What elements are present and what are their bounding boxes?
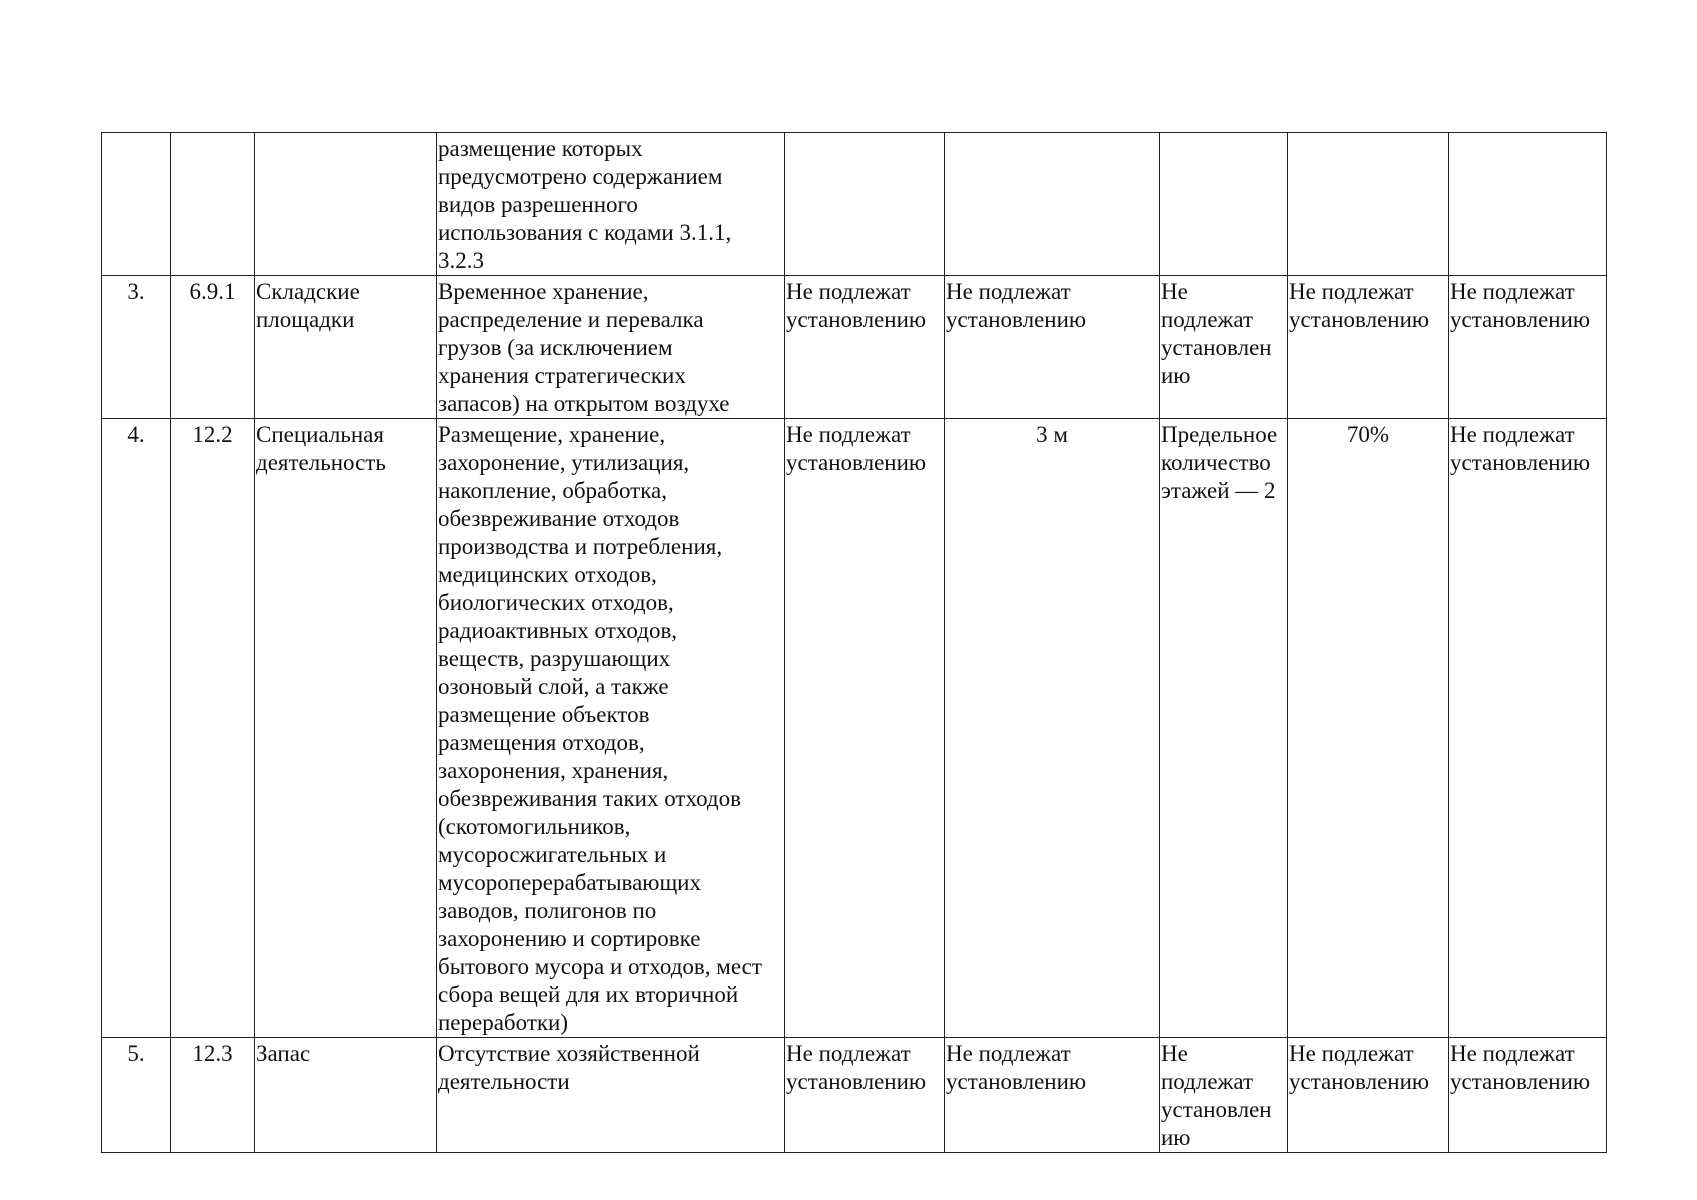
parameter-cell: Не подлежат установлен ию [1160, 276, 1288, 419]
parameter-cell [1288, 133, 1449, 276]
parameter-cell: Не подлежат установлению [1288, 276, 1449, 419]
parameter-cell: Не подлежат установлению [1288, 1038, 1449, 1153]
use-description-cell: Размещение, хранение, захоронение, утилизация, накопление, обработка, обезвреживание отходов производства и потребления, медицинских отходов, биологических отходов, радиоактивных отходов, веществ, разрушающих озоновый слой, а также размещение объектов размещения отходов, захоронения, хранения, обезвреживания таких отходов (скотомогильников, мусоросжигательных и мусороперерабатывающих заводов, полигонов по захоронению и сортировке бытового мусора и отходов, мест сбора вещей для их вторичной переработки) [437, 419, 785, 1038]
parameter-cell: Предельное количество этажей — 2 [1160, 419, 1288, 1038]
row-number-cell: 4. [102, 419, 171, 1038]
use-description-cell: размещение которых предусмотрено содержанием видов разрешенного использования с кодами 3.1.1, 3.2.3 [437, 133, 785, 276]
parameter-cell: Не подлежат установлению [945, 1038, 1160, 1153]
parameter-cell: Не подлежат установлению [785, 1038, 945, 1153]
use-description-cell: Отсутствие хозяйственной деятельности [437, 1038, 785, 1153]
use-code-cell [171, 133, 255, 276]
row-number-cell: 3. [102, 276, 171, 419]
use-code-cell: 12.3 [171, 1038, 255, 1153]
parameter-cell [1160, 133, 1288, 276]
use-name-cell: Запас [255, 1038, 437, 1153]
use-description-cell: Временное хранение, распределение и перевалка грузов (за исключением хранения стратегических запасов) на открытом воздухе [437, 276, 785, 419]
row-number-cell [102, 133, 171, 276]
parameter-cell [785, 133, 945, 276]
parameter-cell: Не подлежат установлению [785, 276, 945, 419]
parameter-cell: Не подлежат установлению [1449, 1038, 1607, 1153]
use-name-cell: Специальная деятельность [255, 419, 437, 1038]
parameter-cell: Не подлежат установлению [1449, 419, 1607, 1038]
parameter-cell: Не подлежат установлению [785, 419, 945, 1038]
table-row [102, 1038, 1607, 1153]
parameter-cell: Не подлежат установлен ию [1160, 1038, 1288, 1153]
row-number-cell: 5. [102, 1038, 171, 1153]
use-code-cell: 6.9.1 [171, 276, 255, 419]
table-row [102, 419, 1607, 1038]
parameter-cell: Не подлежат установлению [945, 276, 1160, 419]
zoning-table [101, 132, 1607, 1153]
use-name-cell [255, 133, 437, 276]
table-row [102, 276, 1607, 419]
use-code-cell: 12.2 [171, 419, 255, 1038]
table-row [102, 133, 1607, 276]
parameter-cell: 70% [1288, 419, 1449, 1038]
parameter-cell [1449, 133, 1607, 276]
use-name-cell: Складские площадки [255, 276, 437, 419]
parameter-cell: 3 м [945, 419, 1160, 1038]
parameter-cell [945, 133, 1160, 276]
parameter-cell: Не подлежат установлению [1449, 276, 1607, 419]
